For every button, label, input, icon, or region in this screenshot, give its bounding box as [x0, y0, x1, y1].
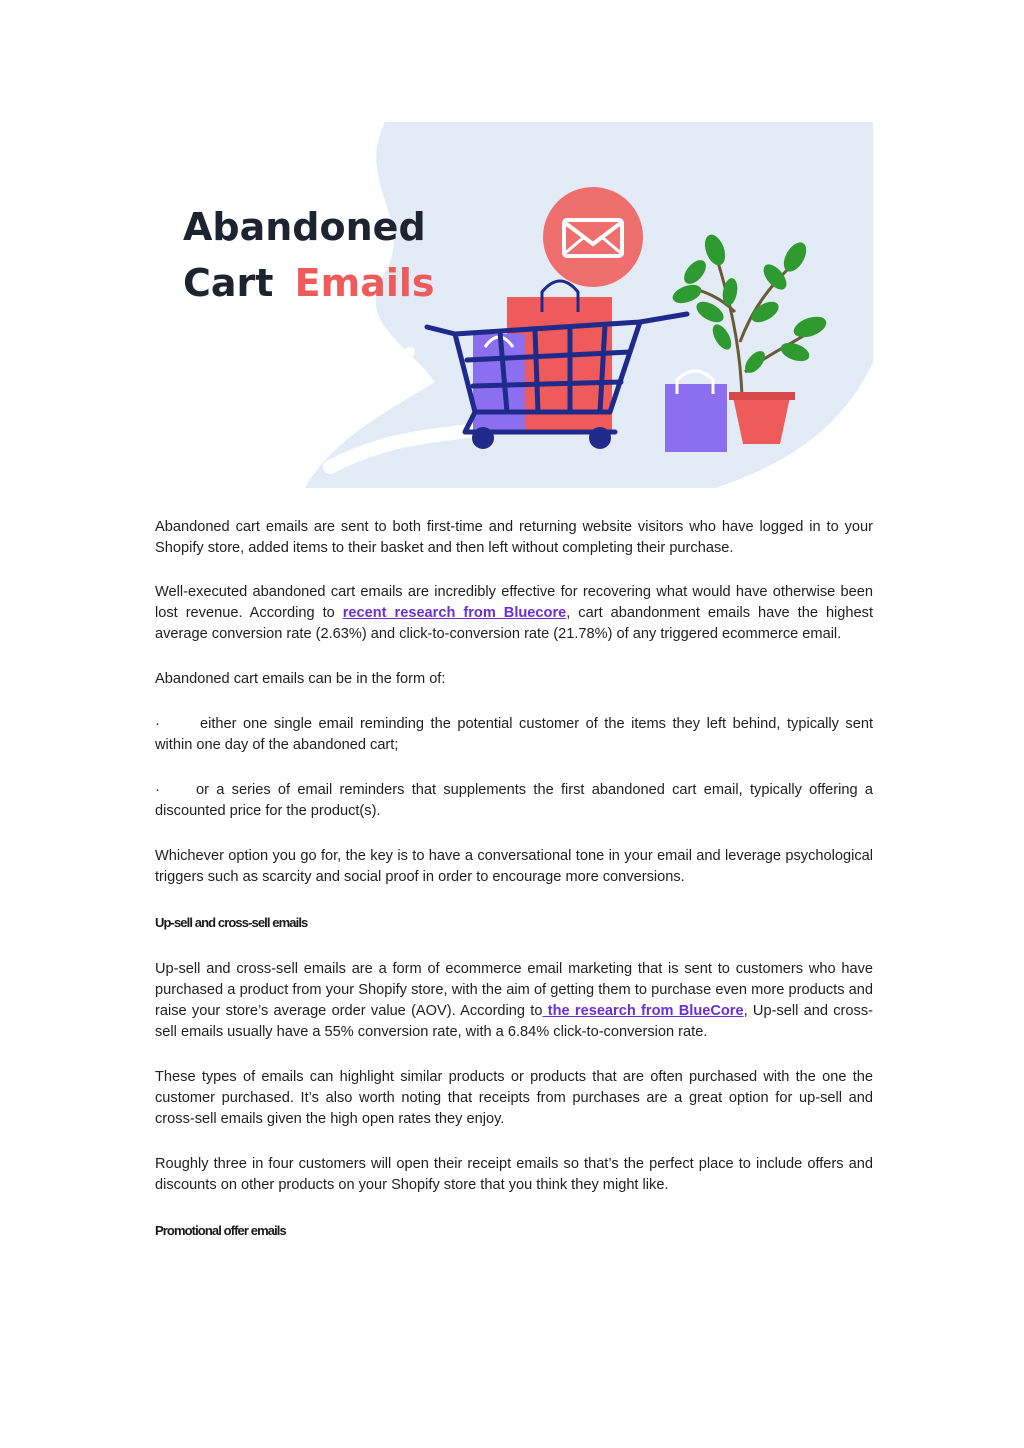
hero-title-emails: Emails: [294, 261, 435, 305]
hero-banner-image: [155, 122, 873, 488]
bluecore-research-link[interactable]: recent research from Bluecore: [342, 605, 567, 621]
cart-wheel-right: [589, 427, 611, 449]
section-heading-upsell: Up-sell and cross-sell emails: [155, 915, 308, 930]
paragraph-receipts: Roughly three in four customers will open their receipt emails so that’s the perfect place to include offers and discounts on other products on your Shopify store that you think they might like.: [155, 1156, 873, 1193]
section-heading-promotional: Promotional offer emails: [155, 1223, 286, 1238]
paragraph-conversational-tone: Whichever option you go for, the key is to have a conversational tone in your email and leverage psychological triggers such as scarcity and social proof in order to encourage more conversions.: [155, 848, 873, 885]
bluecore-research-link-2[interactable]: the research from BlueCore: [542, 1003, 744, 1019]
bullet-item-1: · either one single email reminding the potential customer of the items they left behind, typically sent within one day of the abandoned cart;: [155, 716, 873, 753]
envelope-bubble: [543, 187, 643, 287]
hero-title-line1: Abandoned: [183, 205, 426, 249]
svg-text:Cart Emails: [183, 261, 435, 305]
paragraph-upsell-definition: Up-sell and cross-sell emails are a form of ecommerce email marketing that is sent to customers who have purchased a product from your Shopify store, with the aim of getting them to purchase even more products and raise your store’s average order value (AOV). According to the research from BlueCore, Up-sell and cross-sell emails usually have a 55% conversion rate, with a 6.84% click-to-conversion rate.: [155, 961, 873, 1040]
cart-wheel-left: [472, 427, 494, 449]
article-body: [155, 517, 873, 1267]
paragraph-effectiveness: Well-executed abandoned cart emails are incredibly effective for recovering what would have otherwise been lost revenue. According to recent research from Bluecore, cart abandonment emails have the highest average conversion rate (2.63%) and click-to-conversion rate (21.78%) of any triggered ecommerce email.: [155, 584, 873, 642]
bullet-dot: ·: [155, 782, 160, 798]
bullet-item-2: · or a series of email reminders that supplements the first abandoned cart email, typically offering a discounted price for the product(s).: [155, 782, 873, 819]
paragraph-intro: Abandoned cart emails are sent to both first-time and returning website visitors who have logged in to your Shopify store, added items to their basket and then left without completing their purchase.: [155, 519, 873, 556]
hero-title-cart: Cart: [183, 261, 274, 305]
paragraph-upsell-types: These types of emails can highlight similar products or products that are often purchased with the one the customer purchased. It’s also worth noting that receipts from purchases are a great option for up-sell and cross-sell emails given the high open rates they enjoy.: [155, 1069, 873, 1127]
bullet-dot: ·: [155, 716, 160, 732]
paragraph-forms: Abandoned cart emails can be in the form of:: [155, 671, 446, 687]
